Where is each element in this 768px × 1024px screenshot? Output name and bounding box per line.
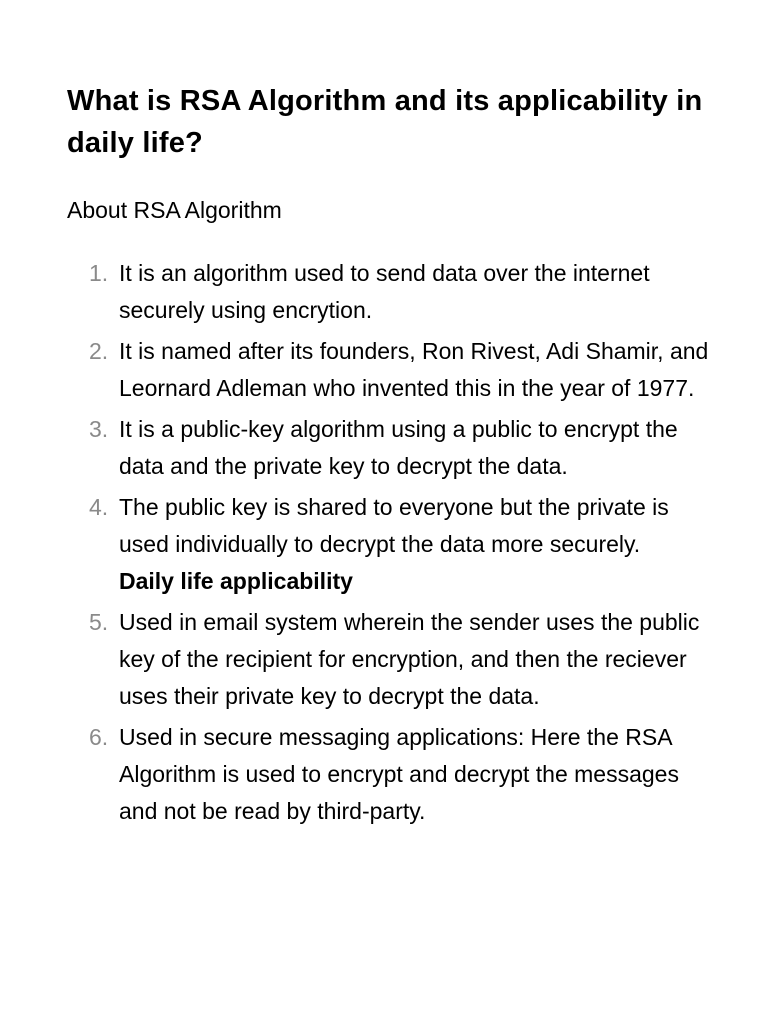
list-item-text: It is an algorithm used to send data over the internet securely using encrytion. bbox=[119, 260, 650, 323]
list-item-number: 5. bbox=[89, 609, 109, 635]
list-item-text: Used in secure messaging applications: Here the RSA Algorithm is used to encrypt and decrypt the messages and not be read by third-party. bbox=[119, 724, 679, 824]
list-item-text: The public key is shared to everyone but the private is used individually to decrypt the data more securely. bbox=[119, 494, 669, 557]
list-item bbox=[67, 255, 717, 329]
list-item-number: 1. bbox=[89, 260, 109, 286]
list-item-number: 4. bbox=[89, 494, 109, 520]
list-item bbox=[67, 604, 717, 715]
list-item bbox=[67, 489, 717, 563]
list-item bbox=[67, 719, 717, 830]
list-item-text: It is a public-key algorithm using a public to encrypt the data and the private key to decrypt the data. bbox=[119, 416, 678, 479]
section-subtitle: About RSA Algorithm bbox=[67, 197, 282, 223]
list-item-number: 2. bbox=[89, 338, 109, 364]
list-item-text: Used in email system wherein the sender uses the public key of the recipient for encryption, and then the reciever uses their private key to decrypt the data. bbox=[119, 609, 700, 709]
list-item-text: It is named after its founders, Ron Rivest, Adi Shamir, and Leornard Adleman who invented this in the year of 1977. bbox=[119, 338, 709, 401]
list-item-number: 6. bbox=[89, 724, 109, 750]
list-item bbox=[67, 411, 717, 485]
daily-life-heading: Daily life applicability bbox=[119, 568, 353, 594]
document-page bbox=[67, 80, 717, 834]
list-item-number: 3. bbox=[89, 416, 109, 442]
page-title: What is RSA Algorithm and its applicability in daily life? bbox=[67, 85, 703, 159]
list-item bbox=[67, 333, 717, 407]
numbered-list bbox=[67, 255, 717, 830]
